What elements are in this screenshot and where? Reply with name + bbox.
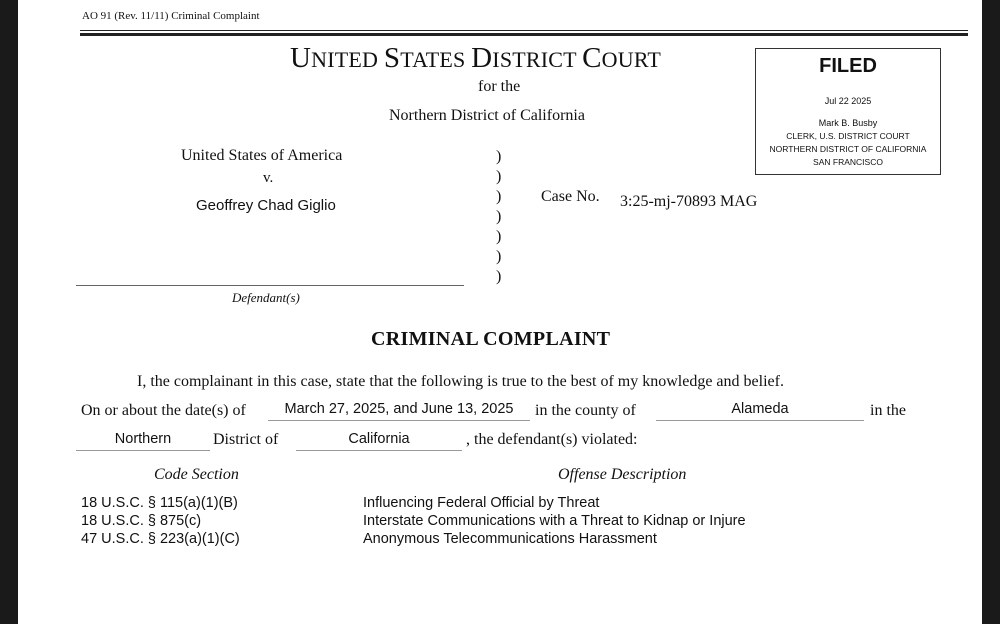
caption-bracket: ) bbox=[496, 188, 502, 205]
table-row-offense: Interstate Communications with a Threat to Kidnap or Injure bbox=[363, 513, 746, 529]
filed-stamp-clerk: Mark B. Busby bbox=[818, 118, 878, 128]
filed-stamp-district: NORTHERN DISTRICT OF CALIFORNIA bbox=[769, 144, 927, 154]
caption-signature-line bbox=[76, 285, 464, 286]
court-title: UNITED STATES DISTRICT COURT bbox=[290, 42, 662, 74]
caption-bracket: ) bbox=[496, 168, 502, 185]
caption-plaintiff: United States of America bbox=[181, 147, 343, 164]
caption-defendant: Geoffrey Chad Giglio bbox=[196, 197, 336, 214]
table-row-offense: Influencing Federal Official by Threat bbox=[363, 495, 600, 511]
table-row-code: 18 U.S.C. § 875(c) bbox=[81, 513, 202, 529]
case-number: 3:25-mj-70893 MAG bbox=[620, 193, 758, 210]
caption-bracket: ) bbox=[496, 208, 502, 225]
case-number-label: Case No. bbox=[541, 188, 600, 205]
document-title: CRIMINAL COMPLAINT bbox=[371, 328, 611, 350]
caption-bracket: ) bbox=[496, 148, 502, 165]
court-for-the: for the bbox=[478, 78, 521, 95]
county-underline bbox=[656, 420, 864, 421]
filed-stamp bbox=[755, 48, 941, 175]
filed-stamp-date: Jul 22 2025 bbox=[824, 96, 872, 106]
caption-bracket: ) bbox=[496, 268, 502, 285]
dates-lead: On or about the date(s) of bbox=[81, 402, 246, 419]
violated-trail: , the defendant(s) violated: bbox=[466, 431, 638, 448]
form-identifier: AO 91 (Rev. 11/11) Criminal Complaint bbox=[82, 10, 260, 22]
filed-stamp-word: FILED bbox=[819, 55, 877, 77]
caption-versus: v. bbox=[263, 170, 274, 186]
district-underline bbox=[76, 450, 210, 451]
filed-stamp-city: SAN FRANCISCO bbox=[813, 157, 883, 167]
court-district: Northern District of California bbox=[389, 107, 585, 124]
defendant-label: Defendant(s) bbox=[232, 290, 300, 305]
table-row-code: 18 U.S.C. § 115(a)(1)(B) bbox=[81, 495, 238, 511]
offense-description-header: Offense Description bbox=[558, 466, 687, 483]
caption-bracket: ) bbox=[496, 228, 502, 245]
table-row-code: 47 U.S.C. § 223(a)(1)(C) bbox=[81, 531, 240, 547]
code-section-header: Code Section bbox=[154, 466, 239, 483]
dates-trail: in the bbox=[870, 402, 906, 419]
state-underline bbox=[296, 450, 462, 451]
header-rule-thin bbox=[80, 30, 968, 31]
filed-stamp-office: CLERK, U.S. DISTRICT COURT bbox=[786, 131, 910, 141]
county-lead: in the county of bbox=[535, 402, 636, 419]
state-value: California bbox=[348, 431, 410, 447]
complaint-page bbox=[18, 0, 982, 624]
caption-bracket: ) bbox=[496, 248, 502, 265]
county-value: Alameda bbox=[731, 401, 789, 417]
header-rule-thick bbox=[80, 33, 968, 36]
table-row-offense: Anonymous Telecommunications Harassment bbox=[363, 531, 657, 547]
offense-dates-underline bbox=[268, 420, 530, 421]
offense-dates: March 27, 2025, and June 13, 2025 bbox=[284, 401, 514, 417]
complainant-statement: I, the complainant in this case, state that the following is true to the best of my knowledge and belief. bbox=[137, 373, 784, 390]
district-value: Northern bbox=[114, 431, 172, 447]
district-of-label: District of bbox=[213, 431, 279, 448]
